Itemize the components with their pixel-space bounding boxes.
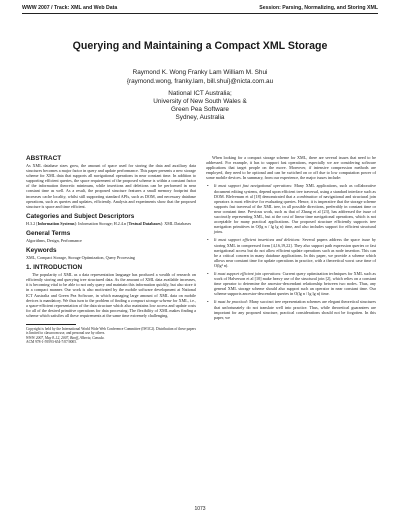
issue-item-practical: • It must be practical: Many succinct tree representation schemes are elegant theoretical structures that unfortunately do not translate well into practice. Thus, while theoretical guarantees are important for any proposed structure, practical considerations should not be forgotten. In this paper, we	[207, 299, 376, 320]
header-rule	[22, 13, 378, 14]
introduction-heading: 1. INTRODUCTION	[26, 264, 83, 272]
abstract-text: As XML database sizes grow, the amount of space used for storing the data and auxiliary data structures becomes a major factor in query and update performance. This paper presents a new storage scheme for XML data that supports all navigational operations in near constant time. In addition to supporting efficient queries, the space requirement of the proposed scheme is within a constant factor of the information theoretic minimum, while insertions and deletions can be performed in near constant time as well. As a result, the proposed structure features a small memory footprint that increases cache locality, whilst still supporting standard APIs, such as DOM, and necessary database operations, such as queries and updates, efficiently. Analysis and experiments show that the proposed structure is space and time efficient.	[26, 163, 196, 209]
keywords-heading: Keywords	[26, 247, 57, 255]
page-number: 1073	[194, 506, 206, 512]
abstract-heading: ABSTRACT	[26, 155, 62, 162]
footnote-line-3: ACM 978-1-59593-654-7/07/0005.	[26, 339, 77, 344]
footnote-line-1: Copyright is held by the International World Wide Web Conference Committee (IW3C2). Distribution of these papers is limited to classroom use, and personal use by others.	[26, 326, 196, 336]
header-left: WWW 2007 / Track: XML and Web Data	[22, 5, 118, 11]
author-names: Raymond K. Wong Franky Lam William M. Shui	[132, 69, 268, 76]
issue-item-navigation: • It must support fast navigational operations: Many XML applications, such as collaborative document editing systems, depend upon efficient tree traversal, using a standard interface such as DOM. Blelvenum et al [18] demonstrated that a combination of navigational and structural join operators is most effective for evaluating queries. Hence, it is imperative that the storage scheme supports fast traversal of the XML tree, in all possible directions, preferably in constant time or near constant time. Previous work, such as that of Zhang et al [23], has addressed the issue of succinctly representing XML, but at the cost of linear time navigational operations, which is not acceptable for many practical applications. Our proposed structure efficiently supports tree navigation primitives in O(lg n / lg lg n) time, and also includes support for efficient structural joins.	[207, 183, 376, 235]
categories-heading: Categories and Subject Descriptors	[26, 212, 135, 220]
general-terms-text: Algorithms, Design, Performance	[26, 237, 82, 243]
bullet-icon: •	[207, 237, 209, 243]
header-right: Session: Parsing, Normalizing, and Storing XML	[259, 5, 378, 11]
footnote-rule	[26, 324, 76, 325]
issues-intro: When looking for a compact storage scheme for XML, there are several issues that need to be addressed. For example, it has to support fast operations, especially we are considering software applications that target people on the move. Moreover, if intensive compression methods are employed, they need to be optional and can be switched on or off due to low computation power of some mobile devices. In summary, from our experience, the major issues include:	[206, 155, 376, 181]
categories-text: H.3.2 [Information Systems]: Information Storage; H.2.4.n [Textual Databases]: XML Databases	[26, 220, 192, 226]
affiliation-line-3: Green Pea Software	[171, 106, 229, 113]
affiliation-line-2: University of New South Wales &	[153, 98, 247, 105]
copyright-footnote	[26, 324, 196, 344]
introduction-paragraph: The popularity of XML as a data representation language has produced a wealth of research on efficiently storing and querying tree structured data. As the amount of XML data available increases, it is becoming vital to be able to not only query and maintain this information quickly, but also store it in a compact manner. Our work is also motivated by the mobile software development at National ICT Australia and Green Pea Software, in which managing large amount of XML data on mobile devices is mandatory. We thus turn to the problem of finding a compact storage scheme for XML, i.e., a space-efficient representation of the data structure which also maintains low access and update costs for all of the desired primitive operations for data processing. The flexibility of XML makes finding a scheme which satisfies all these requirements at the same time extremely challenging.	[26, 272, 196, 318]
right-column	[206, 155, 376, 320]
bullet-icon: •	[207, 299, 209, 305]
affiliation-line-4: Sydney, Australia	[175, 114, 225, 121]
bullet-icon: •	[207, 183, 209, 189]
issue-item-updates: • It must support efficient insertions and deletions: Several papers address the space issue by storing XML in compressed form [4,16,19,22]. They also support path expression queries or fast navigational access but do not allow efficient update operations such as node insertion. This can be a critical concern in many database applications. In this paper, we provide a scheme which allows near constant time for update operations in practice, with a theoretical worst case time of O(lg² n).	[207, 237, 377, 268]
paper-title: Querying and Maintaining a Compact XML Storage	[72, 40, 328, 52]
footnote-line-2: WWW 2007, May 8–12, 2007, Banff, Alberta, Canada.	[26, 335, 105, 340]
affiliation-line-1: National ICT Australia;	[168, 90, 232, 97]
left-column	[26, 155, 196, 344]
keywords-text: XML, Compact Storage, Storage Optimization, Query Processing	[26, 255, 135, 261]
author-emails: {raymond.wong, franky.lam, bill.shui}@nicta.com.au	[126, 78, 274, 85]
issue-item-joins: • It must support efficient join operations: Current query optimization techniques for XML such as work of Halverson et al [10] make heavy use of the structural join [2], which relies on a constant time operator to determine the ancestor-descendant relationship between two nodes. Thus, any general XML storage scheme should also support such an operator in near constant time. Our scheme supports ancestor-descendant queries in O(lg n / lg lg n) time.	[207, 270, 376, 297]
general-terms-heading: General Terms	[26, 229, 71, 237]
bullet-icon: •	[207, 270, 209, 276]
